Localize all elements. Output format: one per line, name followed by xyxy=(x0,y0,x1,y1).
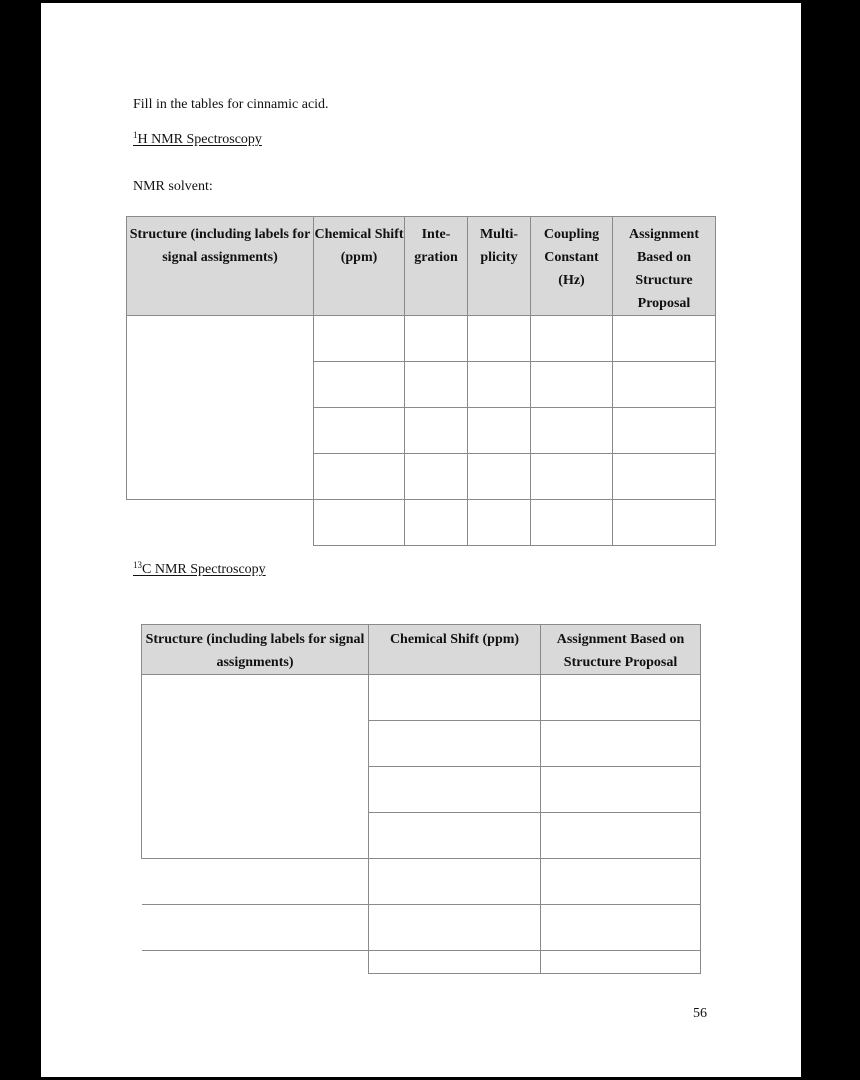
h-col-chemical-shift: Chemical Shift (ppm) xyxy=(314,217,405,316)
table-cell[interactable] xyxy=(405,500,468,546)
empty-corner xyxy=(142,905,369,951)
table-cell[interactable] xyxy=(613,454,716,500)
table-cell[interactable] xyxy=(468,316,531,362)
nmr-solvent-label: NMR solvent: xyxy=(133,179,213,194)
table-cell[interactable] xyxy=(541,813,701,859)
table-cell[interactable] xyxy=(541,905,701,951)
table-cell[interactable] xyxy=(613,316,716,362)
h-col-multiplicity: Multi-plicity xyxy=(468,217,531,316)
table-cell[interactable] xyxy=(531,362,613,408)
table-cell[interactable] xyxy=(314,316,405,362)
table-cell[interactable] xyxy=(468,362,531,408)
table-cell[interactable] xyxy=(468,408,531,454)
table-cell[interactable] xyxy=(541,675,701,721)
document-page xyxy=(41,3,801,1077)
table-row xyxy=(142,859,701,905)
h-structure-cell[interactable] xyxy=(127,316,314,500)
c-nmr-header-row xyxy=(142,625,701,675)
table-cell[interactable] xyxy=(405,454,468,500)
h-nmr-header-row xyxy=(127,217,716,316)
c-col-assignment: Assignment Based on Structure Proposal xyxy=(541,625,701,675)
c-col-structure: Structure (including labels for signal assignments) xyxy=(142,625,369,675)
table-cell[interactable] xyxy=(314,500,405,546)
table-cell[interactable] xyxy=(531,500,613,546)
table-cell[interactable] xyxy=(369,859,541,905)
table-cell[interactable] xyxy=(531,454,613,500)
c-nmr-table xyxy=(141,624,701,974)
instruction-text: Fill in the tables for cinnamic acid. xyxy=(133,97,329,112)
table-cell[interactable] xyxy=(531,408,613,454)
table-cell[interactable] xyxy=(405,362,468,408)
table-cell[interactable] xyxy=(613,362,716,408)
c-nmr-heading-sup: 13 xyxy=(133,560,142,570)
h-col-integration: Inte-gration xyxy=(405,217,468,316)
table-cell[interactable] xyxy=(369,905,541,951)
page-number: 56 xyxy=(693,1006,707,1021)
table-cell[interactable] xyxy=(613,408,716,454)
table-cell[interactable] xyxy=(314,454,405,500)
table-cell[interactable] xyxy=(405,316,468,362)
table-cell[interactable] xyxy=(369,813,541,859)
c-nmr-heading xyxy=(133,562,266,578)
table-cell[interactable] xyxy=(369,721,541,767)
h-nmr-heading xyxy=(133,132,262,148)
empty-corner xyxy=(142,859,369,905)
table-cell[interactable] xyxy=(468,454,531,500)
c-nmr-heading-text: C NMR Spectroscopy xyxy=(142,562,266,577)
table-cell[interactable] xyxy=(613,500,716,546)
table-cell[interactable] xyxy=(314,362,405,408)
table-cell[interactable] xyxy=(468,500,531,546)
table-row xyxy=(127,500,716,546)
h-nmr-table xyxy=(126,216,716,546)
table-cell[interactable] xyxy=(531,316,613,362)
h-nmr-heading-sup: 1 xyxy=(133,130,138,140)
table-cell[interactable] xyxy=(405,408,468,454)
table-cell[interactable] xyxy=(541,859,701,905)
table-row xyxy=(127,316,716,362)
empty-corner xyxy=(127,500,314,546)
h-col-assignment: Assignment Based on Structure Proposal xyxy=(613,217,716,316)
c-structure-cell[interactable] xyxy=(142,675,369,859)
table-cell[interactable] xyxy=(541,721,701,767)
table-row xyxy=(142,675,701,721)
table-cell[interactable] xyxy=(541,951,701,974)
h-nmr-heading-text: H NMR Spectroscopy xyxy=(137,132,262,147)
table-cell[interactable] xyxy=(369,767,541,813)
table-row xyxy=(142,951,701,974)
table-cell[interactable] xyxy=(369,675,541,721)
table-cell[interactable] xyxy=(541,767,701,813)
h-col-coupling-constant: Coupling Constant (Hz) xyxy=(531,217,613,316)
table-row xyxy=(142,905,701,951)
table-cell[interactable] xyxy=(369,951,541,974)
c-col-chemical-shift: Chemical Shift (ppm) xyxy=(369,625,541,675)
table-cell[interactable] xyxy=(314,408,405,454)
h-col-structure: Structure (including labels for signal assignments) xyxy=(127,217,314,316)
empty-corner xyxy=(142,951,369,974)
